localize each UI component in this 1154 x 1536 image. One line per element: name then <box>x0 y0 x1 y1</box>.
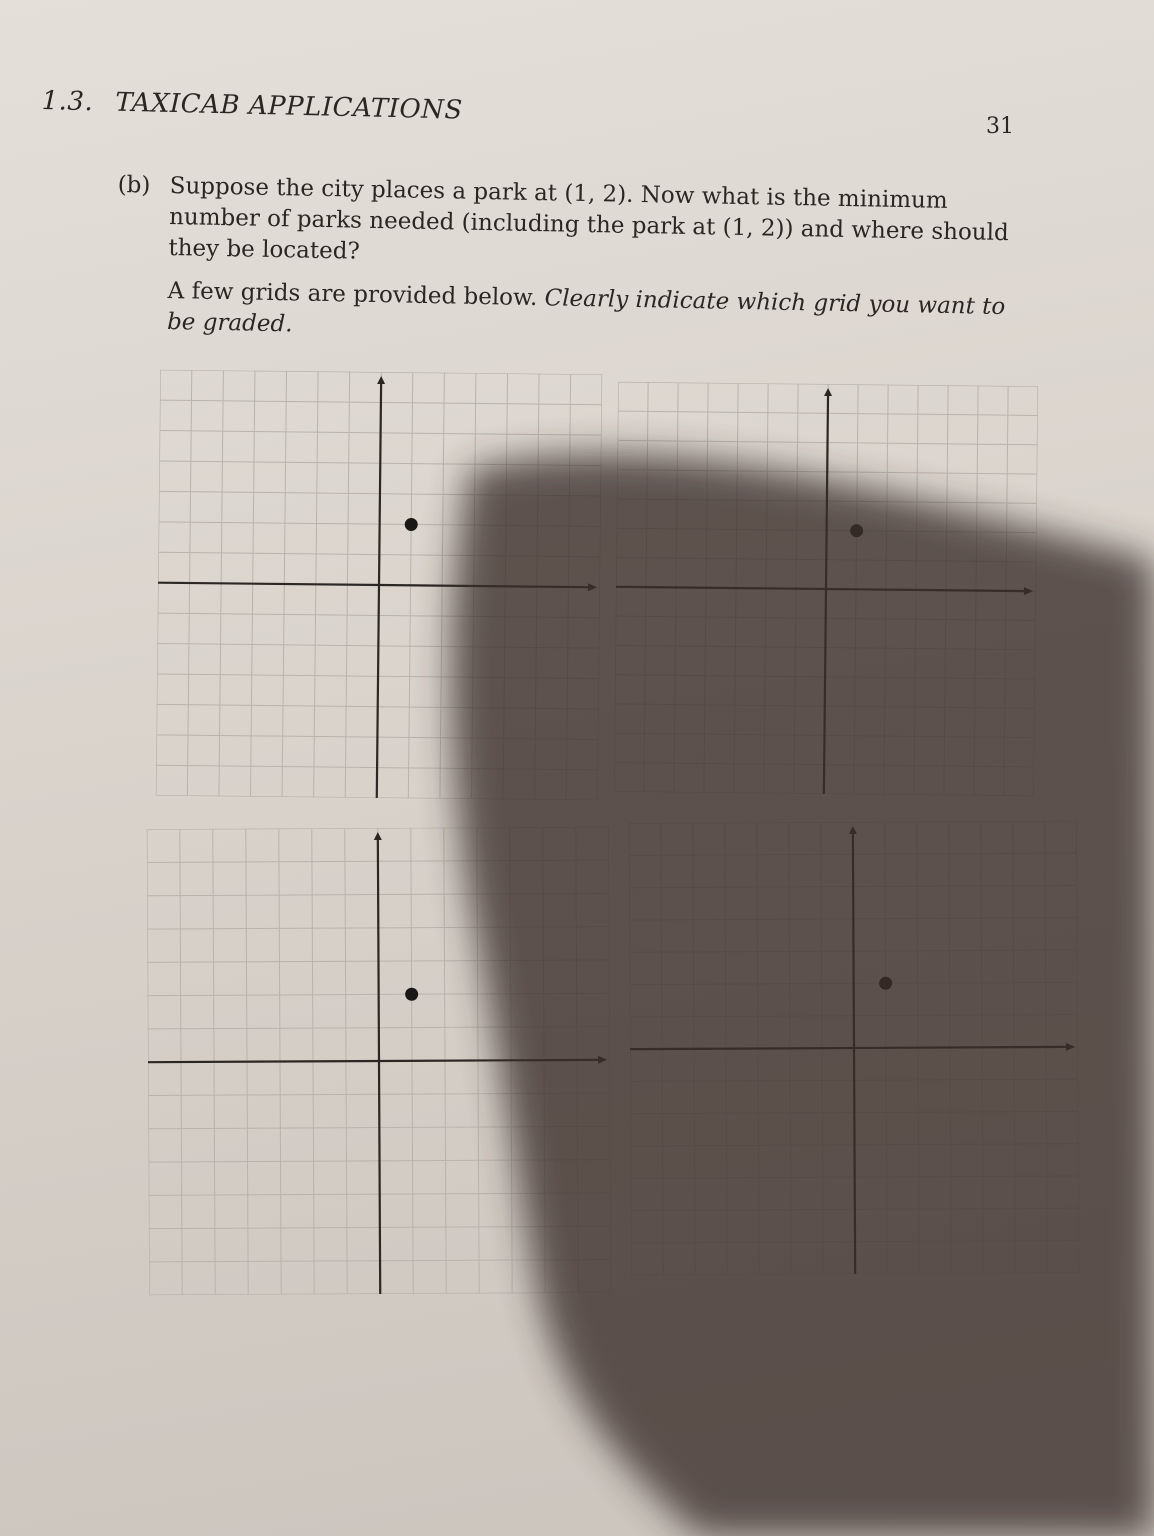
grid-panel-2[interactable] <box>614 382 1038 796</box>
grid-panel-1[interactable] <box>156 370 602 801</box>
x-axis-arrow-icon <box>588 583 597 591</box>
problem-label: (b) <box>117 171 151 199</box>
x-axis <box>148 1060 600 1062</box>
coordinate-grid-1[interactable] <box>156 370 602 801</box>
park-point <box>405 988 418 1001</box>
y-axis <box>377 382 381 798</box>
y-axis <box>824 394 828 794</box>
park-point <box>405 518 418 531</box>
y-axis <box>378 838 380 1294</box>
x-axis-arrow-icon <box>598 1056 607 1064</box>
x-axis <box>616 587 1026 591</box>
page-number: 31 <box>986 114 1014 139</box>
x-axis-arrow-icon <box>1066 1043 1075 1051</box>
section-title: TAXICAB APPLICATIONS <box>114 87 464 126</box>
coordinate-grid-4[interactable] <box>629 821 1079 1275</box>
x-axis <box>630 1047 1068 1049</box>
x-axis-arrow-icon <box>1024 587 1033 595</box>
grid-panel-4[interactable] <box>629 821 1079 1275</box>
section-number: 1.3. <box>41 86 94 118</box>
park-point <box>879 977 892 990</box>
problem-b <box>115 170 1018 354</box>
y-axis-arrow-icon <box>849 826 857 834</box>
y-axis-arrow-icon <box>377 376 385 384</box>
problem-question: Suppose the city places a park at (1, 2). Now what is the minimum number of parks needed (including the park at (1, 2)) and where should they be located? <box>168 172 1009 265</box>
y-axis-arrow-icon <box>374 832 382 840</box>
park-point <box>850 524 863 537</box>
instruction-emphasis: Clearly indicate which grid you want to be graded. <box>166 285 1006 338</box>
coordinate-grid-3[interactable] <box>147 827 611 1295</box>
grid-panel-3[interactable] <box>147 827 611 1295</box>
instruction-plain: A few grids are provided below. <box>167 277 538 312</box>
coordinate-grid-2[interactable] <box>614 382 1038 796</box>
x-axis <box>158 583 590 588</box>
y-axis <box>853 832 855 1274</box>
y-axis-arrow-icon <box>824 388 832 396</box>
